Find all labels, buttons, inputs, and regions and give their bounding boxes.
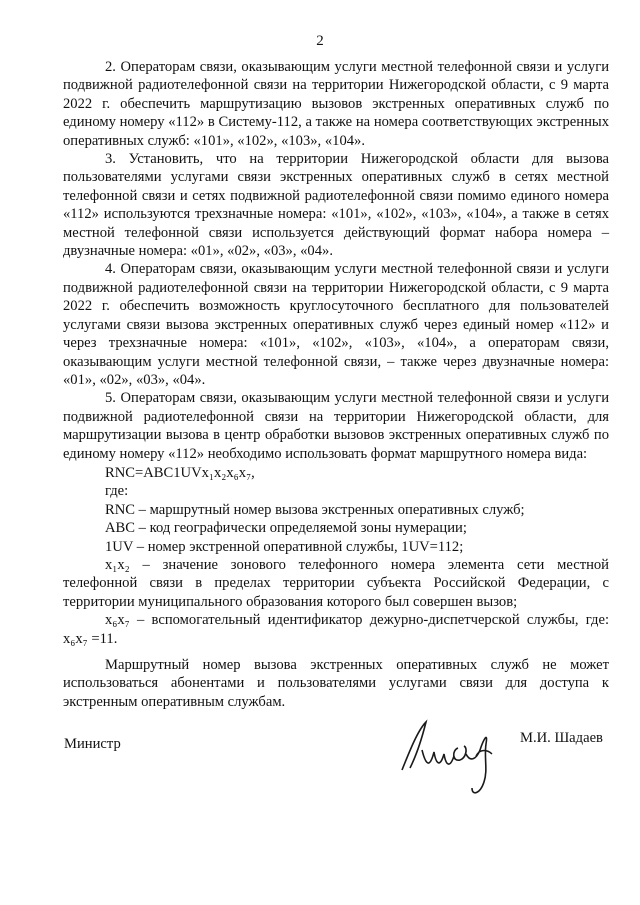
where-label: где:: [105, 483, 129, 500]
paragraph-4: 4. Операторам связи, оказывающим услуги местной телефонной связи и услуги подвижной радиотелефонной связи на территории Нижегородской области, с 9 марта 2022 г. обеспечить возможность круглосуточного бесплатного для пользователей услугами связи вызова экстренных оперативных служб через единый номер «112» и через трехзначные номера: «101», «102», «103», «104», а операторам связи, оказывающим услуги местной телефонной связи, – также через двузначные номера: «01», «02», «03», «04».: [63, 261, 609, 388]
definition-rnc: RNC – маршрутный номер вызова экстренных оперативных служб;: [105, 501, 525, 518]
signature-block: [0, 708, 640, 818]
signatory-name: М.И. Шадаев: [520, 730, 603, 746]
page-number: 2: [316, 33, 324, 49]
handwritten-signature: [392, 710, 512, 805]
definition-1uv: 1UV – номер экстренной оперативной службы, 1UV=112;: [105, 538, 464, 555]
paragraph-3: 3. Установить, что на территории Нижегородской области для вызова пользователями услугами связи экстренных оперативных служб в сетях местной телефонной связи и сетях подвижной радиотелефонной связи помимо единого номера «112» используются трехзначные номера: «101», «102», «103», «104», а также в сетях местной телефонной связи используется действующий формат набора номера – двузначные номера: «01», «02», «03», «04».: [63, 151, 609, 260]
definition-x1x2: x₁x₂ – значение зонового телефонного номера элемента сети местной телефонной связи в пределах территории субъекта Российской Федерации, с территории муниципального образования которого был совершен вызов;: [63, 556, 609, 610]
final-paragraph: Маршрутный номер вызова экстренных оперативных служб не может использоваться абонентами и пользователями услугами связи для доступа к экстренным оперативным службам.: [63, 657, 609, 710]
definition-x6x7: x₆x₇ – вспомогательный идентификатор дежурно-диспетчерской службы, где: x₆x₇ =11.: [63, 612, 609, 647]
definition-abc: ABC – код географически определяемой зоны нумерации;: [105, 520, 467, 537]
paragraph-2: 2. Операторам связи, оказывающим услуги местной телефонной связи и услуги подвижной радиотелефонной связи на территории Нижегородской области, с 9 марта 2022 г. обеспечить маршрутизацию вызовов экстренных оперативных служб по единому номеру «112» в Систему-112, а также на номера соответствующих экстренных оперативных служб: «101», «102», «103», «104».: [63, 59, 609, 149]
document-body: [63, 58, 609, 711]
routing-number-formula: RNC=ABC1UVx₁x₂x₆x₇,: [105, 464, 255, 481]
paragraph-5: 5. Операторам связи, оказывающим услуги местной телефонной связи и услуги подвижной радиотелефонной связи на территории Нижегородской области, для маршрутизации вызова в центр обработки вызовов экстренных оперативных служб по единому номеру «112» необходимо использовать формат маршрутного номера вида:: [63, 390, 609, 462]
signatory-position: Министр: [64, 736, 121, 752]
